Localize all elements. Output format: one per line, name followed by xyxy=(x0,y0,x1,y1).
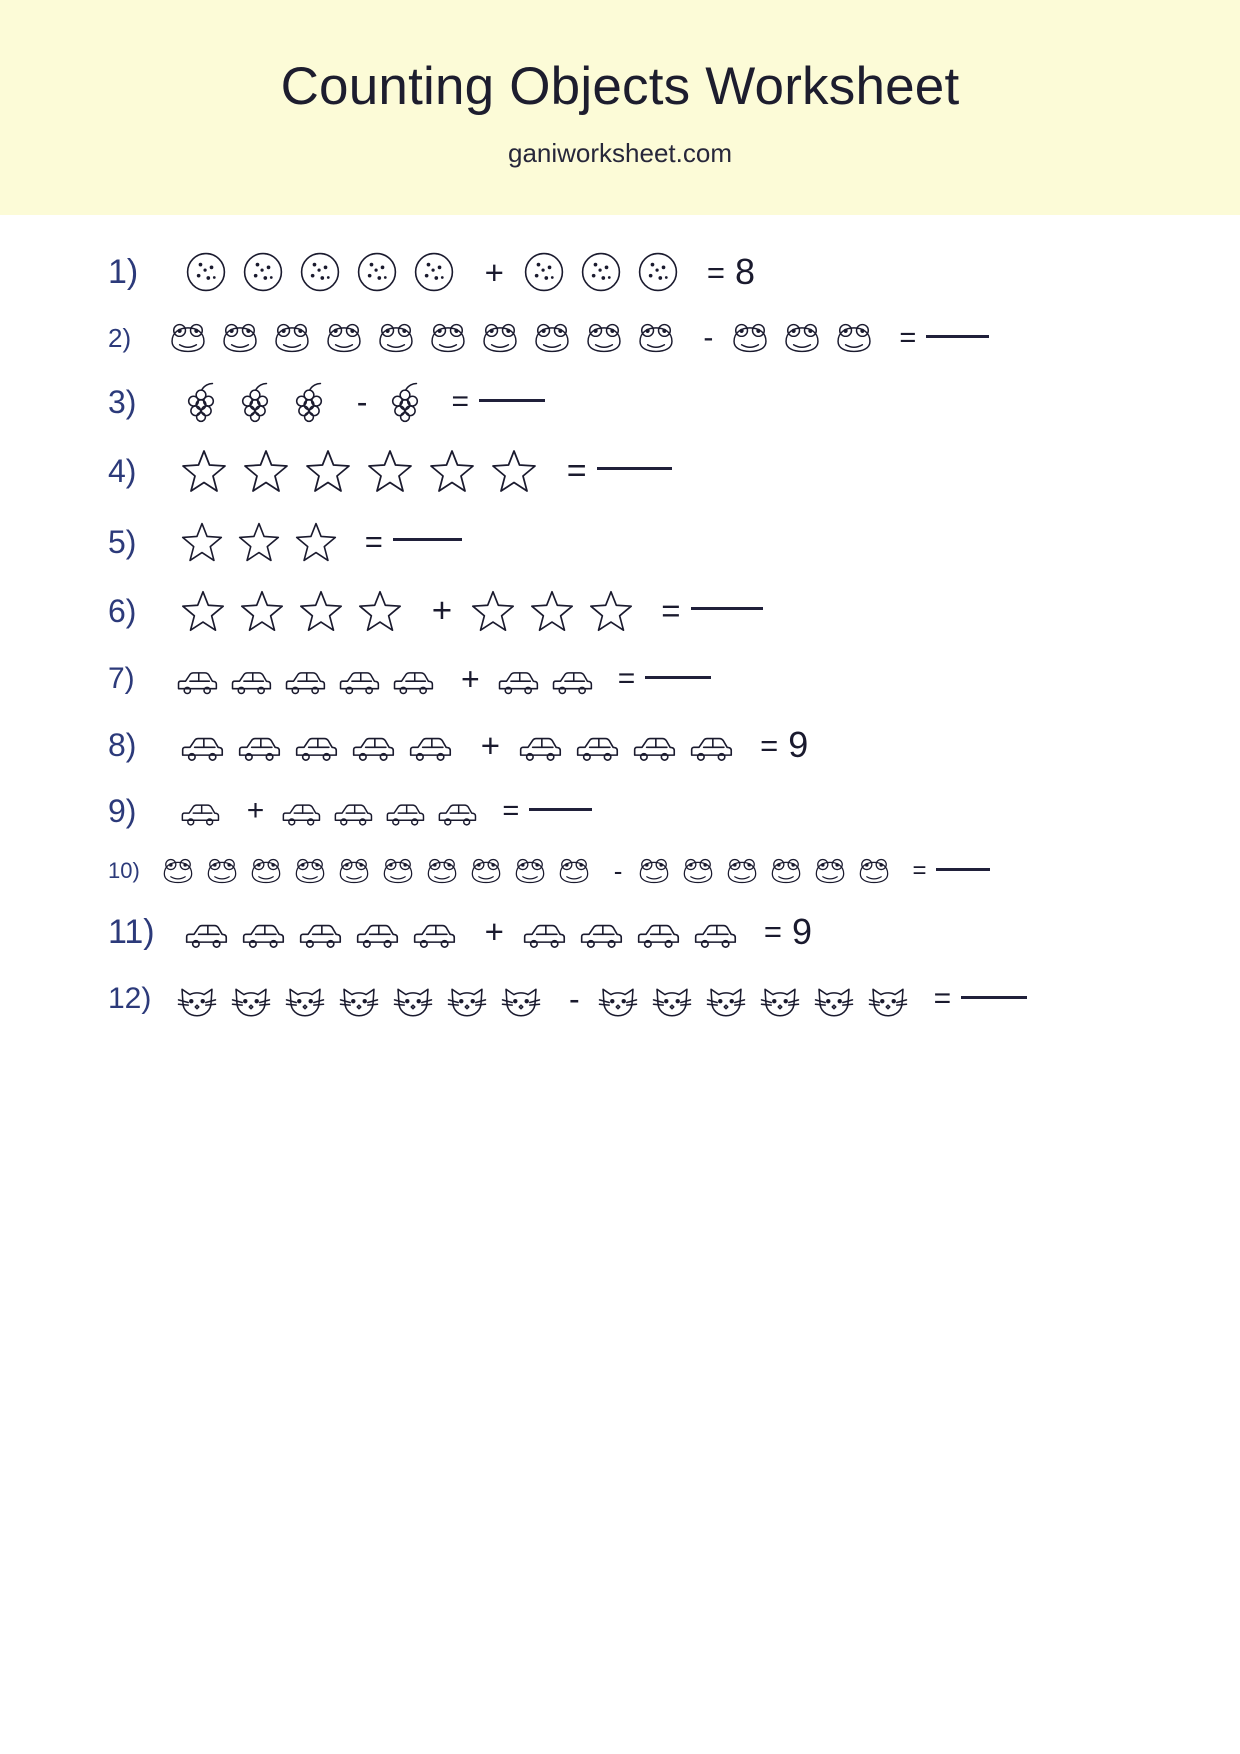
frog-face-icon xyxy=(375,317,417,359)
problem-number: 4) xyxy=(108,452,137,489)
car-icon xyxy=(179,790,221,832)
frog-face-icon xyxy=(729,317,771,359)
problem-row xyxy=(0,446,1240,496)
car-icon xyxy=(236,722,282,768)
cookie-icon xyxy=(297,249,343,295)
problem-expression xyxy=(179,519,462,565)
star-icon xyxy=(297,587,345,635)
problem-number: 11) xyxy=(108,912,155,951)
car-icon xyxy=(550,657,594,701)
problem-number: 10) xyxy=(108,858,140,884)
answer-blank[interactable] xyxy=(926,334,989,338)
car-icon xyxy=(411,909,457,955)
frog-face-icon xyxy=(424,853,460,889)
answer-blank[interactable] xyxy=(479,398,545,402)
frog-face-icon xyxy=(812,853,848,889)
cat-face-icon xyxy=(812,977,856,1021)
problem-row xyxy=(0,657,1240,701)
frog-face-icon xyxy=(768,853,804,889)
frog-face-icon xyxy=(219,317,261,359)
star-icon xyxy=(238,587,286,635)
grapes-icon xyxy=(233,380,277,424)
equals-symbol: = xyxy=(661,592,681,630)
car-icon xyxy=(354,909,400,955)
cat-face-icon xyxy=(704,977,748,1021)
operator-symbol: - xyxy=(356,384,368,421)
cat-face-icon xyxy=(175,977,219,1021)
problem-expression xyxy=(175,657,711,701)
star-icon xyxy=(179,519,225,565)
cat-face-icon xyxy=(499,977,543,1021)
car-icon xyxy=(297,909,343,955)
equals-symbol: = xyxy=(502,794,520,827)
car-icon xyxy=(280,790,322,832)
problem-expression xyxy=(179,446,672,496)
star-icon xyxy=(179,446,229,496)
car-icon xyxy=(240,909,286,955)
answer-blank[interactable] xyxy=(597,466,672,470)
car-icon xyxy=(332,790,374,832)
answer-value: 9 xyxy=(788,724,809,766)
operator-symbol: + xyxy=(246,794,265,828)
frog-face-icon xyxy=(323,317,365,359)
answer-value: 8 xyxy=(734,251,756,293)
answer-blank[interactable] xyxy=(645,675,711,679)
cat-face-icon xyxy=(596,977,640,1021)
cat-face-icon xyxy=(758,977,802,1021)
answer-blank[interactable] xyxy=(393,537,462,541)
car-icon xyxy=(574,722,620,768)
problem-expression xyxy=(183,909,812,955)
frog-face-icon xyxy=(512,853,548,889)
problem-row xyxy=(0,909,1240,955)
problem-row xyxy=(0,519,1240,565)
star-icon xyxy=(489,446,539,496)
problem-row xyxy=(0,977,1240,1021)
equals-symbol: = xyxy=(763,914,782,950)
star-icon xyxy=(236,519,282,565)
cat-face-icon xyxy=(391,977,435,1021)
star-icon xyxy=(365,446,415,496)
problem-expression xyxy=(175,977,1027,1021)
problem-row xyxy=(0,722,1240,768)
worksheet-header xyxy=(0,0,1240,215)
car-icon xyxy=(517,722,563,768)
frog-face-icon xyxy=(479,317,521,359)
star-icon xyxy=(179,587,227,635)
problem-number: 2) xyxy=(108,323,132,354)
grapes-icon xyxy=(287,380,331,424)
equals-symbol: = xyxy=(760,727,779,763)
car-icon xyxy=(384,790,426,832)
problem-expression xyxy=(183,249,755,295)
problem-expression xyxy=(160,853,991,889)
frog-face-icon xyxy=(636,853,672,889)
problem-expression xyxy=(179,722,808,768)
cookie-icon xyxy=(183,249,229,295)
cookie-icon xyxy=(411,249,457,295)
car-icon xyxy=(293,722,339,768)
problem-number: 1) xyxy=(108,253,139,292)
operator-symbol: + xyxy=(431,591,453,631)
operator-symbol: + xyxy=(484,253,504,291)
car-icon xyxy=(578,909,624,955)
site-credit: ganiworksheet.com xyxy=(508,138,732,169)
problem-list xyxy=(0,215,1240,1020)
problem-expression xyxy=(179,790,592,832)
car-icon xyxy=(391,657,435,701)
frog-face-icon xyxy=(781,317,823,359)
frog-face-icon xyxy=(160,853,196,889)
problem-expression xyxy=(179,380,545,424)
frog-face-icon xyxy=(724,853,760,889)
frog-face-icon xyxy=(292,853,328,889)
cat-face-icon xyxy=(866,977,910,1021)
problem-row xyxy=(0,853,1240,889)
frog-face-icon xyxy=(204,853,240,889)
answer-blank[interactable] xyxy=(961,995,1027,999)
cat-face-icon xyxy=(337,977,381,1021)
equals-symbol: = xyxy=(706,254,725,290)
car-icon xyxy=(631,722,677,768)
answer-blank[interactable] xyxy=(529,807,592,811)
problem-expression xyxy=(167,317,989,359)
frog-face-icon xyxy=(556,853,592,889)
page-title: Counting Objects Worksheet xyxy=(280,57,960,116)
operator-symbol: - xyxy=(569,980,580,1017)
equals-symbol: = xyxy=(566,451,587,490)
frog-face-icon xyxy=(380,853,416,889)
problem-number: 9) xyxy=(108,793,137,830)
frog-face-icon xyxy=(583,317,625,359)
car-icon xyxy=(337,657,381,701)
frog-face-icon xyxy=(427,317,469,359)
frog-face-icon xyxy=(271,317,313,359)
frog-face-icon xyxy=(531,317,573,359)
operator-symbol: + xyxy=(480,726,501,764)
cat-face-icon xyxy=(283,977,327,1021)
cookie-icon xyxy=(240,249,286,295)
cat-face-icon xyxy=(229,977,273,1021)
problem-expression xyxy=(179,587,763,635)
star-icon xyxy=(528,587,576,635)
car-icon xyxy=(229,657,273,701)
star-icon xyxy=(469,587,517,635)
problem-row xyxy=(0,587,1240,635)
equals-symbol: = xyxy=(617,662,636,696)
car-icon xyxy=(179,722,225,768)
frog-face-icon xyxy=(248,853,284,889)
problem-number: 8) xyxy=(108,727,137,764)
cat-face-icon xyxy=(445,977,489,1021)
car-icon xyxy=(350,722,396,768)
equals-symbol: = xyxy=(451,385,469,419)
car-icon xyxy=(436,790,478,832)
car-icon xyxy=(407,722,453,768)
star-icon xyxy=(356,587,404,635)
answer-blank[interactable] xyxy=(936,867,990,871)
star-icon xyxy=(303,446,353,496)
star-icon xyxy=(293,519,339,565)
equals-symbol: = xyxy=(364,524,383,560)
cookie-icon xyxy=(635,249,681,295)
frog-face-icon xyxy=(635,317,677,359)
operator-symbol: + xyxy=(484,913,504,951)
operator-symbol: + xyxy=(461,661,480,698)
grapes-icon xyxy=(179,380,223,424)
problem-row xyxy=(0,380,1240,424)
star-icon xyxy=(587,587,635,635)
cat-face-icon xyxy=(650,977,694,1021)
star-icon xyxy=(241,446,291,496)
equals-symbol: = xyxy=(899,321,917,354)
car-icon xyxy=(175,657,219,701)
equals-symbol: = xyxy=(912,857,927,885)
operator-symbol: - xyxy=(613,856,623,887)
frog-face-icon xyxy=(856,853,892,889)
car-icon xyxy=(692,909,738,955)
frog-face-icon xyxy=(167,317,209,359)
car-icon xyxy=(635,909,681,955)
car-icon xyxy=(688,722,734,768)
car-icon xyxy=(183,909,229,955)
problem-row xyxy=(0,249,1240,295)
answer-value: 9 xyxy=(791,910,813,952)
operator-symbol: - xyxy=(703,321,714,355)
answer-blank[interactable] xyxy=(691,606,763,610)
problem-number: 12) xyxy=(108,981,152,1015)
frog-face-icon xyxy=(468,853,504,889)
problem-number: 5) xyxy=(108,523,137,560)
cookie-icon xyxy=(521,249,567,295)
frog-face-icon xyxy=(680,853,716,889)
grapes-icon xyxy=(383,380,427,424)
frog-face-icon xyxy=(833,317,875,359)
equals-symbol: = xyxy=(933,981,952,1015)
car-icon xyxy=(283,657,327,701)
problem-row xyxy=(0,317,1240,359)
car-icon xyxy=(496,657,540,701)
problem-row xyxy=(0,790,1240,832)
frog-face-icon xyxy=(336,853,372,889)
car-icon xyxy=(521,909,567,955)
problem-number: 7) xyxy=(108,662,135,696)
problem-number: 3) xyxy=(108,384,137,421)
problem-number: 6) xyxy=(108,592,137,629)
star-icon xyxy=(427,446,477,496)
cookie-icon xyxy=(354,249,400,295)
cookie-icon xyxy=(578,249,624,295)
